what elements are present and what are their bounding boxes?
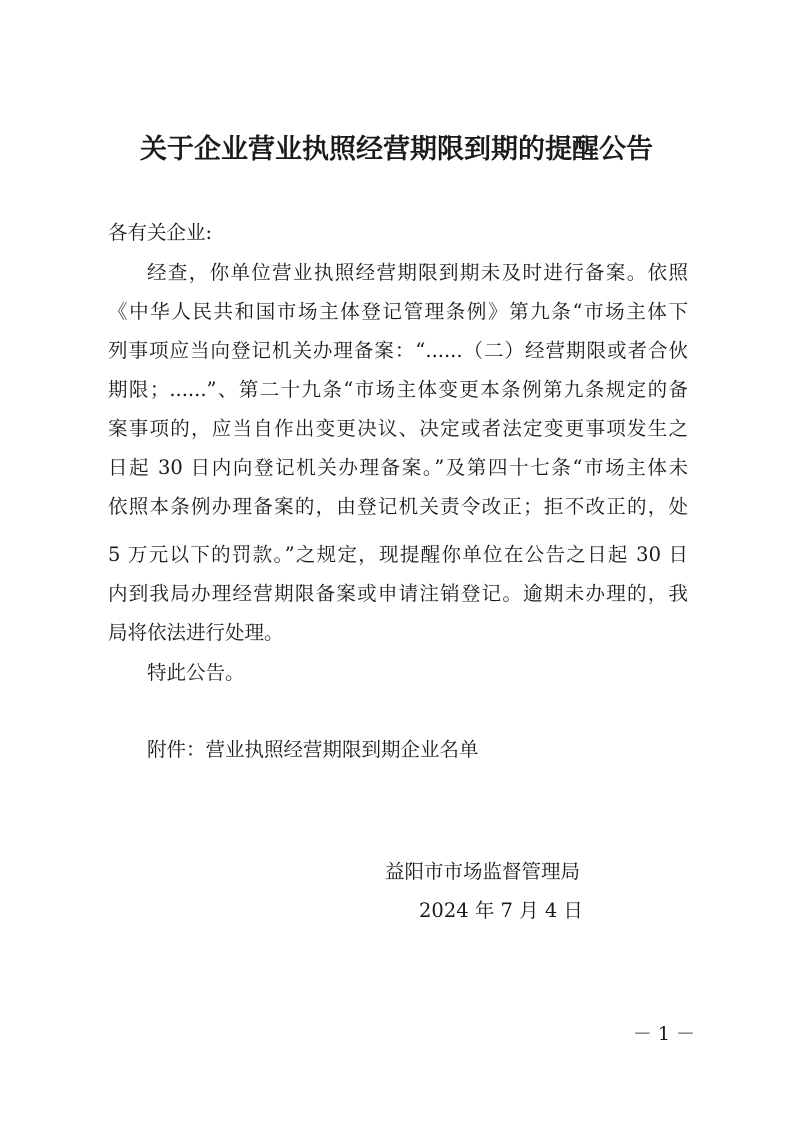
page-number: － 1 － [632,1023,695,1045]
body-line: 5 万元以下的罚款。”之规定，现提醒你单位在公告之日起 30 日 [108,543,688,566]
body-line: 期限；......”、第二十九条“市场主体变更本条例第九条规定的备 [108,378,688,401]
body-line: 依照本条例办理备案的，由登记机关责令改正；拒不改正的，处 [108,495,688,518]
issue-date: 2024 年 7 月 4 日 [419,899,583,922]
body-line: 列事项应当向登记机关办理备案：“......（二）经营期限或者合伙 [108,339,688,362]
issuer-name: 益阳市市场监督管理局 [385,860,581,883]
attachment-note: 附件：营业执照经营期限到期企业名单 [147,738,479,761]
body-line: 日起 30 日内向登记机关办理备案。”及第四十七条“市场主体未 [108,456,688,479]
document-title: 关于企业营业执照经营期限到期的提醒公告 [140,134,653,165]
closing-statement: 特此公告。 [147,661,245,684]
body-line: 《中华人民共和国市场主体登记管理条例》第九条“市场主体下 [108,300,688,323]
body-line: 经查，你单位营业执照经营期限到期未及时进行备案。依照 [147,261,688,284]
body-line: 局将依法进行处理。 [108,621,284,644]
salutation: 各有关企业: [108,221,213,244]
body-line: 内到我局办理经营期限备案或申请注销登记。逾期未办理的，我 [108,582,688,605]
body-line: 案事项的，应当自作出变更决议、决定或者法定变更事项发生之 [108,417,688,440]
